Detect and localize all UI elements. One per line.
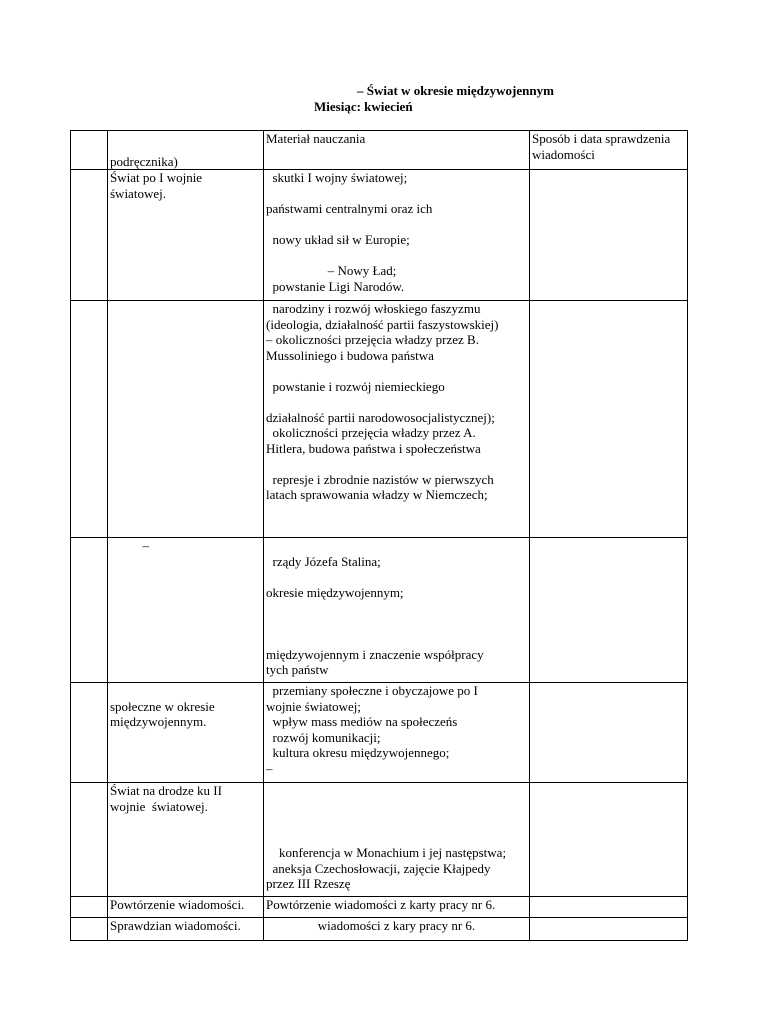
row-topic-cell	[108, 783, 264, 897]
row-assessment-cell	[530, 683, 688, 783]
table-header-row	[71, 131, 688, 170]
material-line: okoliczności przejęcia władzy przez A.	[266, 425, 476, 440]
row-material-cell	[264, 683, 530, 783]
material-line: okresie międzywojennym;	[266, 584, 404, 600]
row-material-cell	[264, 918, 530, 941]
lesson-plan-table	[70, 130, 688, 941]
row-topic-cell	[108, 301, 264, 538]
row-topic-text: Sprawdzian wiadomości.	[110, 918, 241, 933]
material-line	[266, 248, 527, 264]
material-line	[266, 394, 527, 410]
row-assessment-cell	[530, 301, 688, 538]
row-number-cell	[71, 897, 108, 918]
material-line: powstanie i rozwój niemieckiego	[266, 378, 445, 394]
material-line: rozwój komunikacji;	[266, 729, 381, 745]
row-number-cell	[71, 683, 108, 783]
material-line: kultura okresu międzywojennego;	[266, 745, 450, 760]
material-line	[266, 186, 527, 202]
material-line: (ideologia, działalność partii faszystowskiej)	[266, 316, 499, 332]
material-line	[266, 631, 527, 647]
header-cell-topic	[108, 131, 264, 170]
document-title: – Świat w okresie międzywojennym	[357, 83, 554, 98]
header-cell-assessment	[530, 131, 688, 170]
material-line: Hitlera, budowa państwa i społeczeństwa	[266, 440, 481, 456]
material-line	[266, 363, 527, 379]
row-assessment-cell	[530, 538, 688, 683]
row-number-cell	[71, 170, 108, 301]
material-line: międzywojennym i znaczenie współpracy	[266, 646, 484, 662]
row-material-cell	[264, 538, 530, 683]
header-assessment-text: Sposób i data sprawdzenia wiadomości	[532, 131, 671, 162]
header-cell-number	[71, 131, 108, 170]
material-line	[266, 538, 527, 554]
row-assessment-cell	[530, 170, 688, 301]
material-line: Mussoliniego i budowa państwa	[266, 347, 434, 363]
material-line: latach sprawowania władzy w Niemczech;	[266, 487, 488, 502]
material-line: konferencja w Monachium i jej następstwa;	[266, 845, 507, 860]
material-line: przemiany społeczne i obyczajowe po I	[266, 683, 478, 698]
material-line	[266, 456, 527, 472]
header-cell-material	[264, 131, 530, 170]
header-material-text: Materiał nauczania	[266, 131, 366, 146]
material-line	[266, 814, 527, 830]
material-line	[266, 783, 527, 799]
table-row	[71, 918, 688, 941]
table-row	[71, 897, 688, 918]
row-topic-cell	[108, 918, 264, 941]
material-line: Powtórzenie wiadomości z karty pracy nr 6.	[266, 897, 496, 912]
material-line: nowy układ sił w Europie;	[266, 232, 410, 247]
material-line: – Nowy Ład;	[266, 263, 397, 278]
row-topic-cell	[108, 683, 264, 783]
row-material-cell	[264, 897, 530, 918]
row-number-cell	[71, 918, 108, 941]
table-row	[71, 301, 688, 538]
row-topic-cell	[108, 538, 264, 683]
material-line: wiadomości z kary pracy nr 6.	[317, 918, 476, 933]
table-row	[71, 683, 688, 783]
material-line: tych państw	[266, 662, 329, 677]
material-line: powstanie Ligi Narodów.	[266, 278, 405, 294]
row-assessment-cell	[530, 897, 688, 918]
material-line	[266, 799, 527, 815]
row-material-cell	[264, 783, 530, 897]
material-line: narodziny i rozwój włoskiego faszyzmu	[266, 301, 481, 316]
row-topic-text: Świat po I wojnie światowej.	[110, 170, 206, 201]
material-line: państwami centralnymi oraz ich	[266, 201, 433, 216]
row-material-cell	[264, 170, 530, 301]
material-line: –	[266, 760, 273, 776]
row-number-cell	[71, 783, 108, 897]
material-line	[266, 569, 527, 585]
table-row	[71, 783, 688, 897]
header-topic-text: podręcznika)	[110, 153, 178, 169]
material-line: rządy Józefa Stalina;	[266, 553, 381, 569]
row-number-cell	[71, 538, 108, 683]
material-line: represje i zbrodnie nazistów w pierwszych	[266, 471, 494, 487]
material-line	[266, 600, 527, 616]
material-line: aneksja Czechosłowacji, zajęcie Kłajpedy	[266, 860, 491, 876]
material-line: – okoliczności przejęcia władzy przez B.	[266, 332, 479, 347]
material-line	[266, 616, 527, 632]
material-line: przez III Rzeszę	[266, 876, 351, 891]
material-line	[266, 217, 527, 233]
material-line: wpływ mass mediów na społeczeńs	[266, 714, 458, 729]
row-topic-text: Powtórzenie wiadomości.	[110, 897, 245, 912]
material-line: wojnie światowej;	[266, 698, 361, 714]
row-material-cell	[264, 301, 530, 538]
table-row	[71, 538, 688, 683]
table-row	[71, 170, 688, 301]
row-assessment-cell	[530, 783, 688, 897]
row-assessment-cell	[530, 918, 688, 941]
row-topic-text: Świat na drodze ku II wojnie światowej.	[110, 783, 222, 814]
row-topic-text: –	[110, 538, 149, 553]
material-line	[266, 830, 527, 846]
material-line: działalność partii narodowosocjalistycznej);	[266, 409, 495, 425]
month-label: Miesiąc: kwiecień	[314, 99, 413, 114]
material-line: skutki I wojny światowej;	[266, 170, 408, 185]
row-topic-cell	[108, 170, 264, 301]
row-topic-text: społeczne w okresie międzywojennym.	[110, 698, 215, 729]
row-topic-cell	[108, 897, 264, 918]
row-number-cell	[71, 301, 108, 538]
